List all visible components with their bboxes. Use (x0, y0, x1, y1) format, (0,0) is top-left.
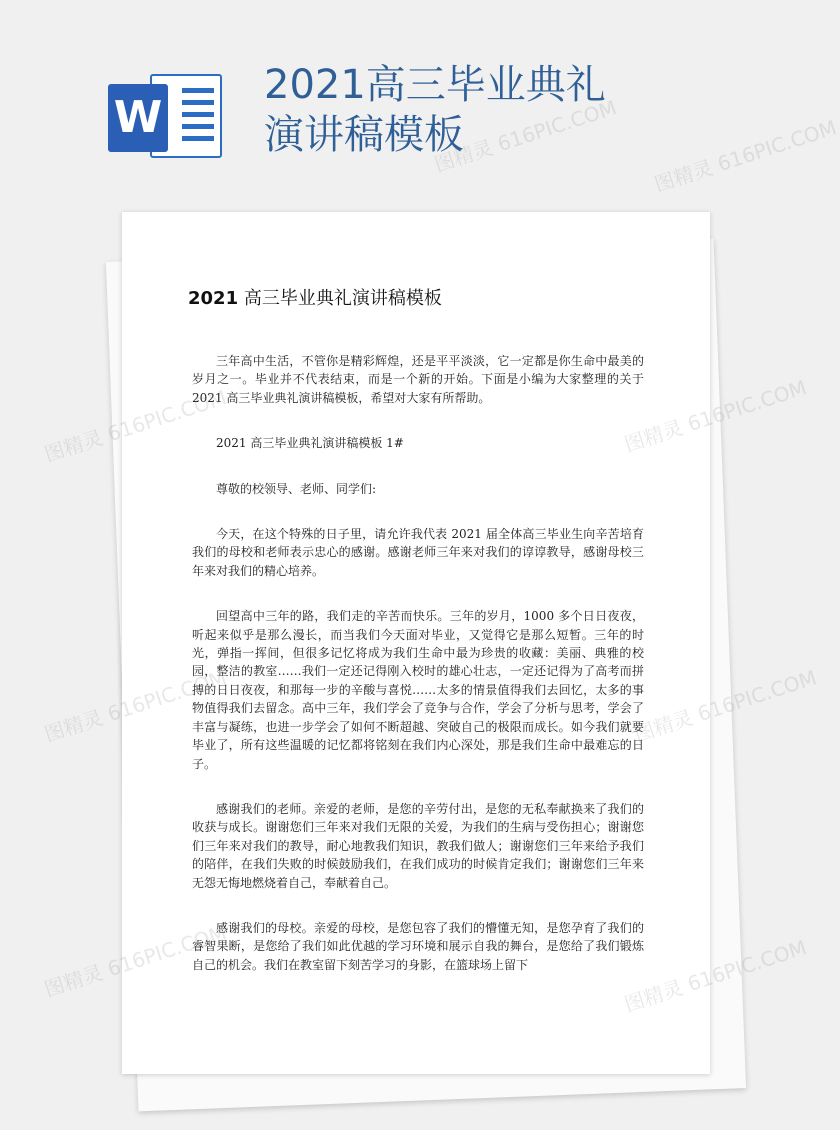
page-title-line1: 2021高三毕业典礼 (264, 62, 606, 108)
paragraph-intro: 三年高中生活，不管你是精彩辉煌，还是平平淡淡，它一定都是你生命中最美的岁月之一。毕业并不代表结束，而是一个新的开始。下面是小编为大家整理的关于 2021 高三毕业典礼演讲稿模板，希望对大家有所帮助。 (192, 354, 644, 405)
paragraph-memories: 回望高中三年的路，我们走的辛苦而快乐。三年的岁月，1000 多个日日夜夜，听起来似乎是那么漫长，而当我们今天面对毕业，又觉得它是那么短暂。三年的时光，弹指一挥间，但很多记忆将成为我们生命中最为珍贵的收藏：美丽、典雅的校园，整洁的教室……我们一定还记得刚入校时的雄心壮志，一定还记得为了高考而拼搏的日日夜夜，和那每一步的辛酸与喜悦……太多的情景值得我们去回忆，太多的事物值得我们去留念。高中三年，我们学会了竞争与合作，学会了分析与思考，学会了丰富与凝练，也进一步学会了如何不断超越、突破自己的极限而成长。如今我们就要毕业了，所有这些温暖的记忆都将铭刻在我们内心深处，那是我们生命中最难忘的日子。 (192, 609, 644, 771)
watermark: 图精灵 616PIC.COM (621, 375, 810, 457)
paragraph-school: 感谢我们的母校。亲爱的母校，是您包容了我们的懵懂无知，是您孕育了我们的睿智果断，是您给了我们如此优越的学习环境和展示自我的舞台，是您给了我们锻炼自己的机会。我们在教室留下刻苦学习的身影，在篮球场上留下 (192, 920, 644, 972)
paragraph-thanks: 今天，在这个特殊的日子里，请允许我代表 2021 届全体高三毕业生向辛苦培育我们的母校和老师表示忠心的感谢。感谢老师三年来对我们的谆谆教导，感谢母校三年来对我们的精心培养。 (192, 527, 644, 578)
paragraph-teachers: 感谢我们的老师。亲爱的老师，是您的辛劳付出，是您的无私奉献换来了我们的收获与成长。谢谢您们三年来对我们无限的关爱，为我们的生病与受伤担心；谢谢您们三年来对我们的教导，耐心地教我们知识，教我们做人；谢谢您们三年来给予我们的陪伴，在我们失败的时候鼓励我们，在我们成功的时候肯定我们；谢谢您们三年来无怨无悔地燃烧着自己，奉献着自己。 (192, 801, 644, 890)
document-title-text: 高三毕业典礼演讲稿模板 (238, 288, 442, 309)
section-heading: 2021 高三毕业典礼演讲稿模板 1# (216, 436, 404, 451)
document-title-number: 2021 (188, 288, 239, 309)
page-title (264, 60, 764, 160)
watermark: 图精灵 616PIC.COM (41, 385, 230, 467)
word-icon (108, 68, 226, 160)
watermark: 图精灵 616PIC.COM (631, 665, 820, 747)
watermark: 图精灵 616PIC.COM (651, 115, 840, 197)
watermark: 图精灵 616PIC.COM (41, 665, 230, 747)
watermark: 图精灵 616PIC.COM (621, 935, 810, 1017)
document-body (192, 352, 644, 1001)
word-letter-badge: W (108, 84, 168, 152)
document-page (122, 212, 710, 1074)
paragraph-salutation: 尊敬的校领导、老师、同学们: (216, 481, 377, 496)
watermark: 图精灵 616PIC.COM (41, 920, 230, 1002)
page-title-line2: 演讲稿模板 (264, 112, 464, 158)
header (0, 0, 800, 200)
watermark: 图精灵 616PIC.COM (431, 95, 620, 177)
document-title (188, 284, 442, 310)
